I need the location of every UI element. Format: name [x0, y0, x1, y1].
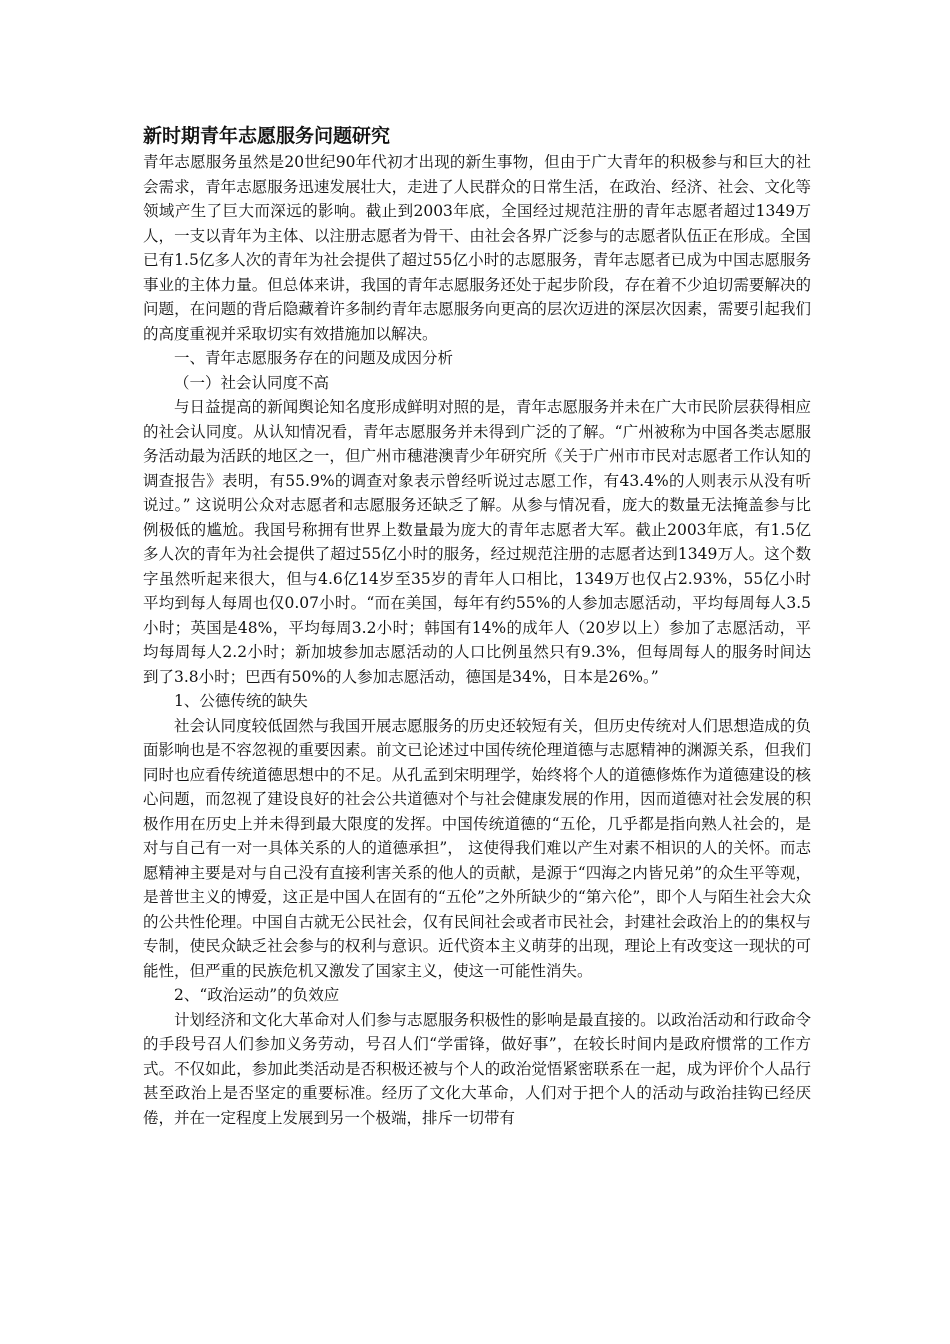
- paragraph-morality: 社会认同度较低固然与我国开展志愿服务的历史还较短有关，但历史传统对人们思想造成的负面影响也是不容忽视的重要因素。前文已论述过中国传统伦理道德与志愿精神的渊源关系，但我们同时也应看传统道德思想中的不足。从孔孟到宋明理学，始终将个人的道德修炼作为道德建设的核心问题，而忽视了建设良好的社会公共道德对个与社会健康发展的作用，因而道德对社会发展的积极作用在历史上并未得到最大限度的发挥。中国传统道德的“五伦，几乎都是指向熟人社会的，是对与自己有一对一具体关系的人的道德承担”， 这使得我们难以产生对素不相识的人的关怀。而志愿精神主要是对与自己没有直接利害关系的他人的贡献，是源于“四海之内皆兄弟”的众生平等观，是普世主义的博爱，这正是中国人在固有的“五伦”之外所缺少的“第六伦”，即个人与陌生社会大众的公共性伦理。中国自古就无公民社会，仅有民间社会或者市民社会，封建社会政治上的的集权与专制，使民众缺乏社会参与的权利与意识。近代资本主义萌芽的出现，理论上有改变这一现状的可能性，但严重的民族危机又激发了国家主义，使这一可能性消失。: [143, 716, 811, 980]
- intro-paragraph: 青年志愿服务虽然是20世纪90年代初才出现的新生事物，但由于广大青年的积极参与和巨大的社会需求，青年志愿服务迅速发展壮大，走进了人民群众的日常生活，在政治、经济、社会、文化等领域产生了巨大而深远的影响。截止到2003年底，全国经过规范注册的青年志愿者超过1349万人，一支以青年为主体、以注册志愿者为骨干、由社会各界广泛参与的志愿者队伍正在形成。全国已有1.5亿多人次的青年为社会提供了超过55亿小时的志愿服务，青年志愿者已成为中国志愿服务事业的主体力量。但总体来讲，我国的青年志愿服务还处于起步阶段，存在着不少迫切需要解决的问题，在问题的背后隐藏着许多制约青年志愿服务向更高的层次迈进的深层次因素，需要引起我们的高度重视并采取切实有效措施加以解决。: [143, 153, 811, 343]
- paragraph-recognition: 与日益提高的新闻舆论知名度形成鲜明对照的是，青年志愿服务并未在广大市民阶层获得相应的社会认同度。从认知情况看，青年志愿服务并未得到广泛的了解。“广州被称为中国各类志愿服务活动最为活跃的地区之一，但广州市穗港澳青少年研究所《关于广州市市民对志愿者工作认知的调查报告》表明，有55.9%的调查对象表示曾经听说过志愿工作，有43.4%的人则表示从没有听说过。” 这说明公众对志愿者和志愿服务还缺乏了解。从参与情况看，庞大的数量无法掩盖参与比例极低的尴尬。我国号称拥有世界上数量最为庞大的青年志愿者大军。截止2003年底，有1.5亿多人次的青年为社会提供了超过55亿小时的服务，经过规范注册的志愿者达到1349万人。这个数字虽然听起来很大，但与4.6亿14岁至35岁的青年人口相比，1349万也仅占2.93%，55亿小时平均到每人每周也仅0.07小时。“而在美国，每年有约55%的人参加志愿活动，平均每周每人3.5小时；英国是48%，平均每周3.2小时；韩国有14%的成年人（20岁以上）参加了志愿活动，平均每周每人2.2小时；新加坡参加志愿活动的人口比例虽然只有9.3%，但每周每人的服务时间达到了3.8小时；巴西有50%的人参加志愿活动，德国是34%，日本是26%。”: [143, 398, 811, 686]
- section-heading-problems: 一、青年志愿服务存在的问题及成因分析: [174, 349, 454, 367]
- point-heading-politics: 2、“政治运动”的负效应: [174, 986, 340, 1004]
- subsection-heading-recognition: （一）社会认同度不高: [174, 373, 330, 392]
- paragraph-politics: 计划经济和文化大革命对人们参与志愿服务积极性的影响是最直接的。以政治活动和行政命令的手段号召人们参加义务劳动，号召人们“学雷锋，做好事”，在较长时间内是政府惯常的工作方式。不仅如此，参加此类活动是否积极还被与个人的政治觉悟紧密联系在一起，成为评价个人品行甚至政治上是否坚定的重要标准。经历了文化大革命，人们对于把个人的活动与政治挂钩已经厌倦，并在一定程度上发展到另一个极端，排斥一切带有: [143, 1010, 811, 1127]
- point-heading-morality: 1、公德传统的缺失: [174, 692, 308, 710]
- document-title: 新时期青年志愿服务问题研究: [143, 125, 391, 147]
- document-page: [143, 122, 811, 1130]
